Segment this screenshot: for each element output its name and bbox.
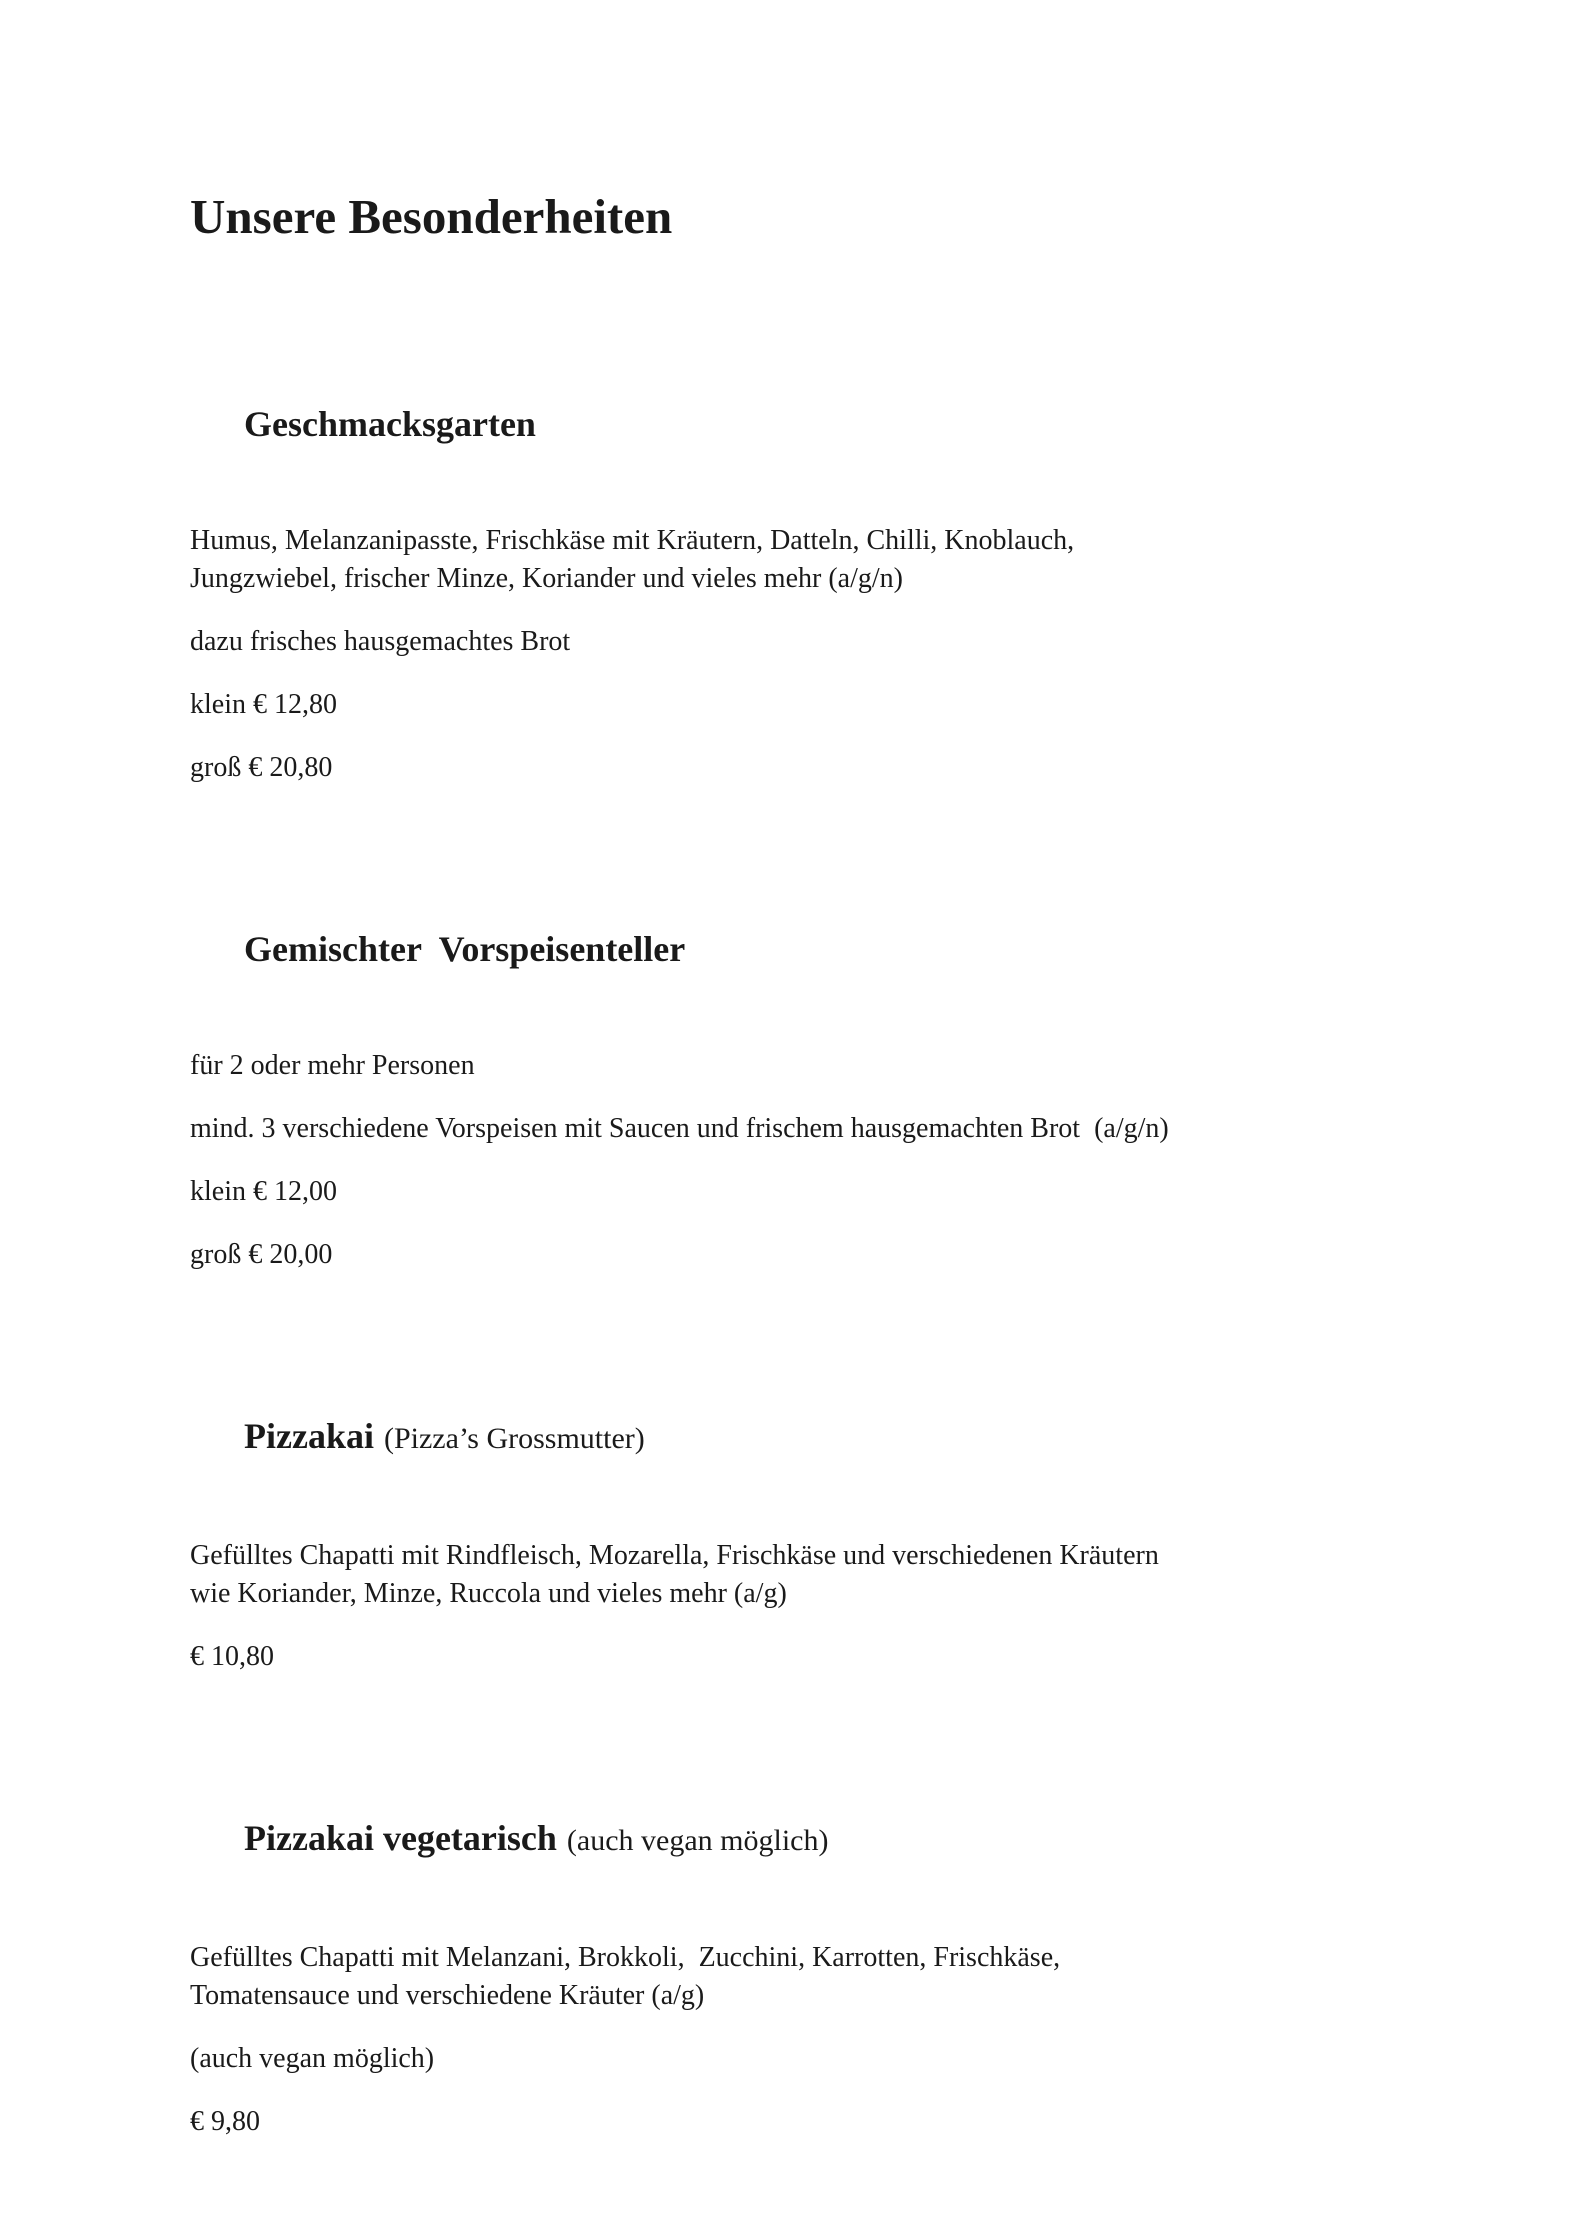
- dish-note: für 2 oder mehr Personen: [190, 1050, 475, 1081]
- price-small: klein € 12,00: [190, 1176, 337, 1207]
- dish-description-line: Tomatensauce und verschiedene Kräuter (a/g): [190, 1980, 705, 2011]
- dish-name-text: Geschmacksgarten: [244, 404, 536, 444]
- dish-name-suffix: (auch vegan möglich): [566, 1824, 829, 1857]
- dish-note: dazu frisches hausgemachtes Brot: [190, 626, 571, 657]
- dish-description: [190, 1537, 1400, 1613]
- dish-description: mind. 3 verschiedene Vorspeisen mit Saucen und frischem hausgemachten Brot (a/g/n): [190, 1113, 1169, 1144]
- dish-name-text: Pizzakai: [244, 1416, 374, 1456]
- page-title: Unsere Besonderheiten: [190, 189, 673, 244]
- dish-description: [190, 522, 1400, 598]
- menu-section-vorspeisenteller: [190, 877, 1420, 1274]
- dish-name: [190, 352, 1420, 496]
- dish-name-text: Gemischter Vorspeisenteller: [244, 929, 686, 969]
- dish-name: [190, 1766, 1420, 1913]
- price: € 10,80: [190, 1641, 274, 1672]
- dish-name-suffix: (Pizza’s Grossmutter): [383, 1422, 645, 1455]
- menu-section-geschmacksgarten: [190, 352, 1420, 787]
- menu-section-pizzakai: [190, 1364, 1420, 1676]
- menu-section-pizzakai-vegetarisch: [190, 1766, 1420, 2141]
- dish-description-line: Gefülltes Chapatti mit Melanzani, Brokkoli, Zucchini, Karrotten, Frischkäse,: [190, 1942, 1061, 1973]
- dish-description-line: Gefülltes Chapatti mit Rindfleisch, Mozarella, Frischkäse und verschiedenen Kräutern: [190, 1540, 1159, 1571]
- price-small: klein € 12,80: [190, 689, 337, 720]
- dish-description-line: wie Koriander, Minze, Ruccola und vieles mehr (a/g): [190, 1578, 787, 1609]
- dish-name: [190, 1364, 1420, 1511]
- dish-note: (auch vegan möglich): [190, 2043, 435, 2074]
- dish-description: [190, 1939, 1400, 2015]
- dish-name: [190, 877, 1420, 1021]
- price-large: groß € 20,00: [190, 1239, 333, 1270]
- dish-description-line: Humus, Melanzanipasste, Frischkäse mit Kräutern, Datteln, Chilli, Knoblauch,: [190, 525, 1075, 556]
- dish-name-text: Pizzakai vegetarisch: [244, 1818, 557, 1858]
- price: € 9,80: [190, 2106, 260, 2137]
- price-large: groß € 20,80: [190, 752, 333, 783]
- dish-description-line: Jungzwiebel, frischer Minze, Koriander und vieles mehr (a/g/n): [190, 563, 903, 594]
